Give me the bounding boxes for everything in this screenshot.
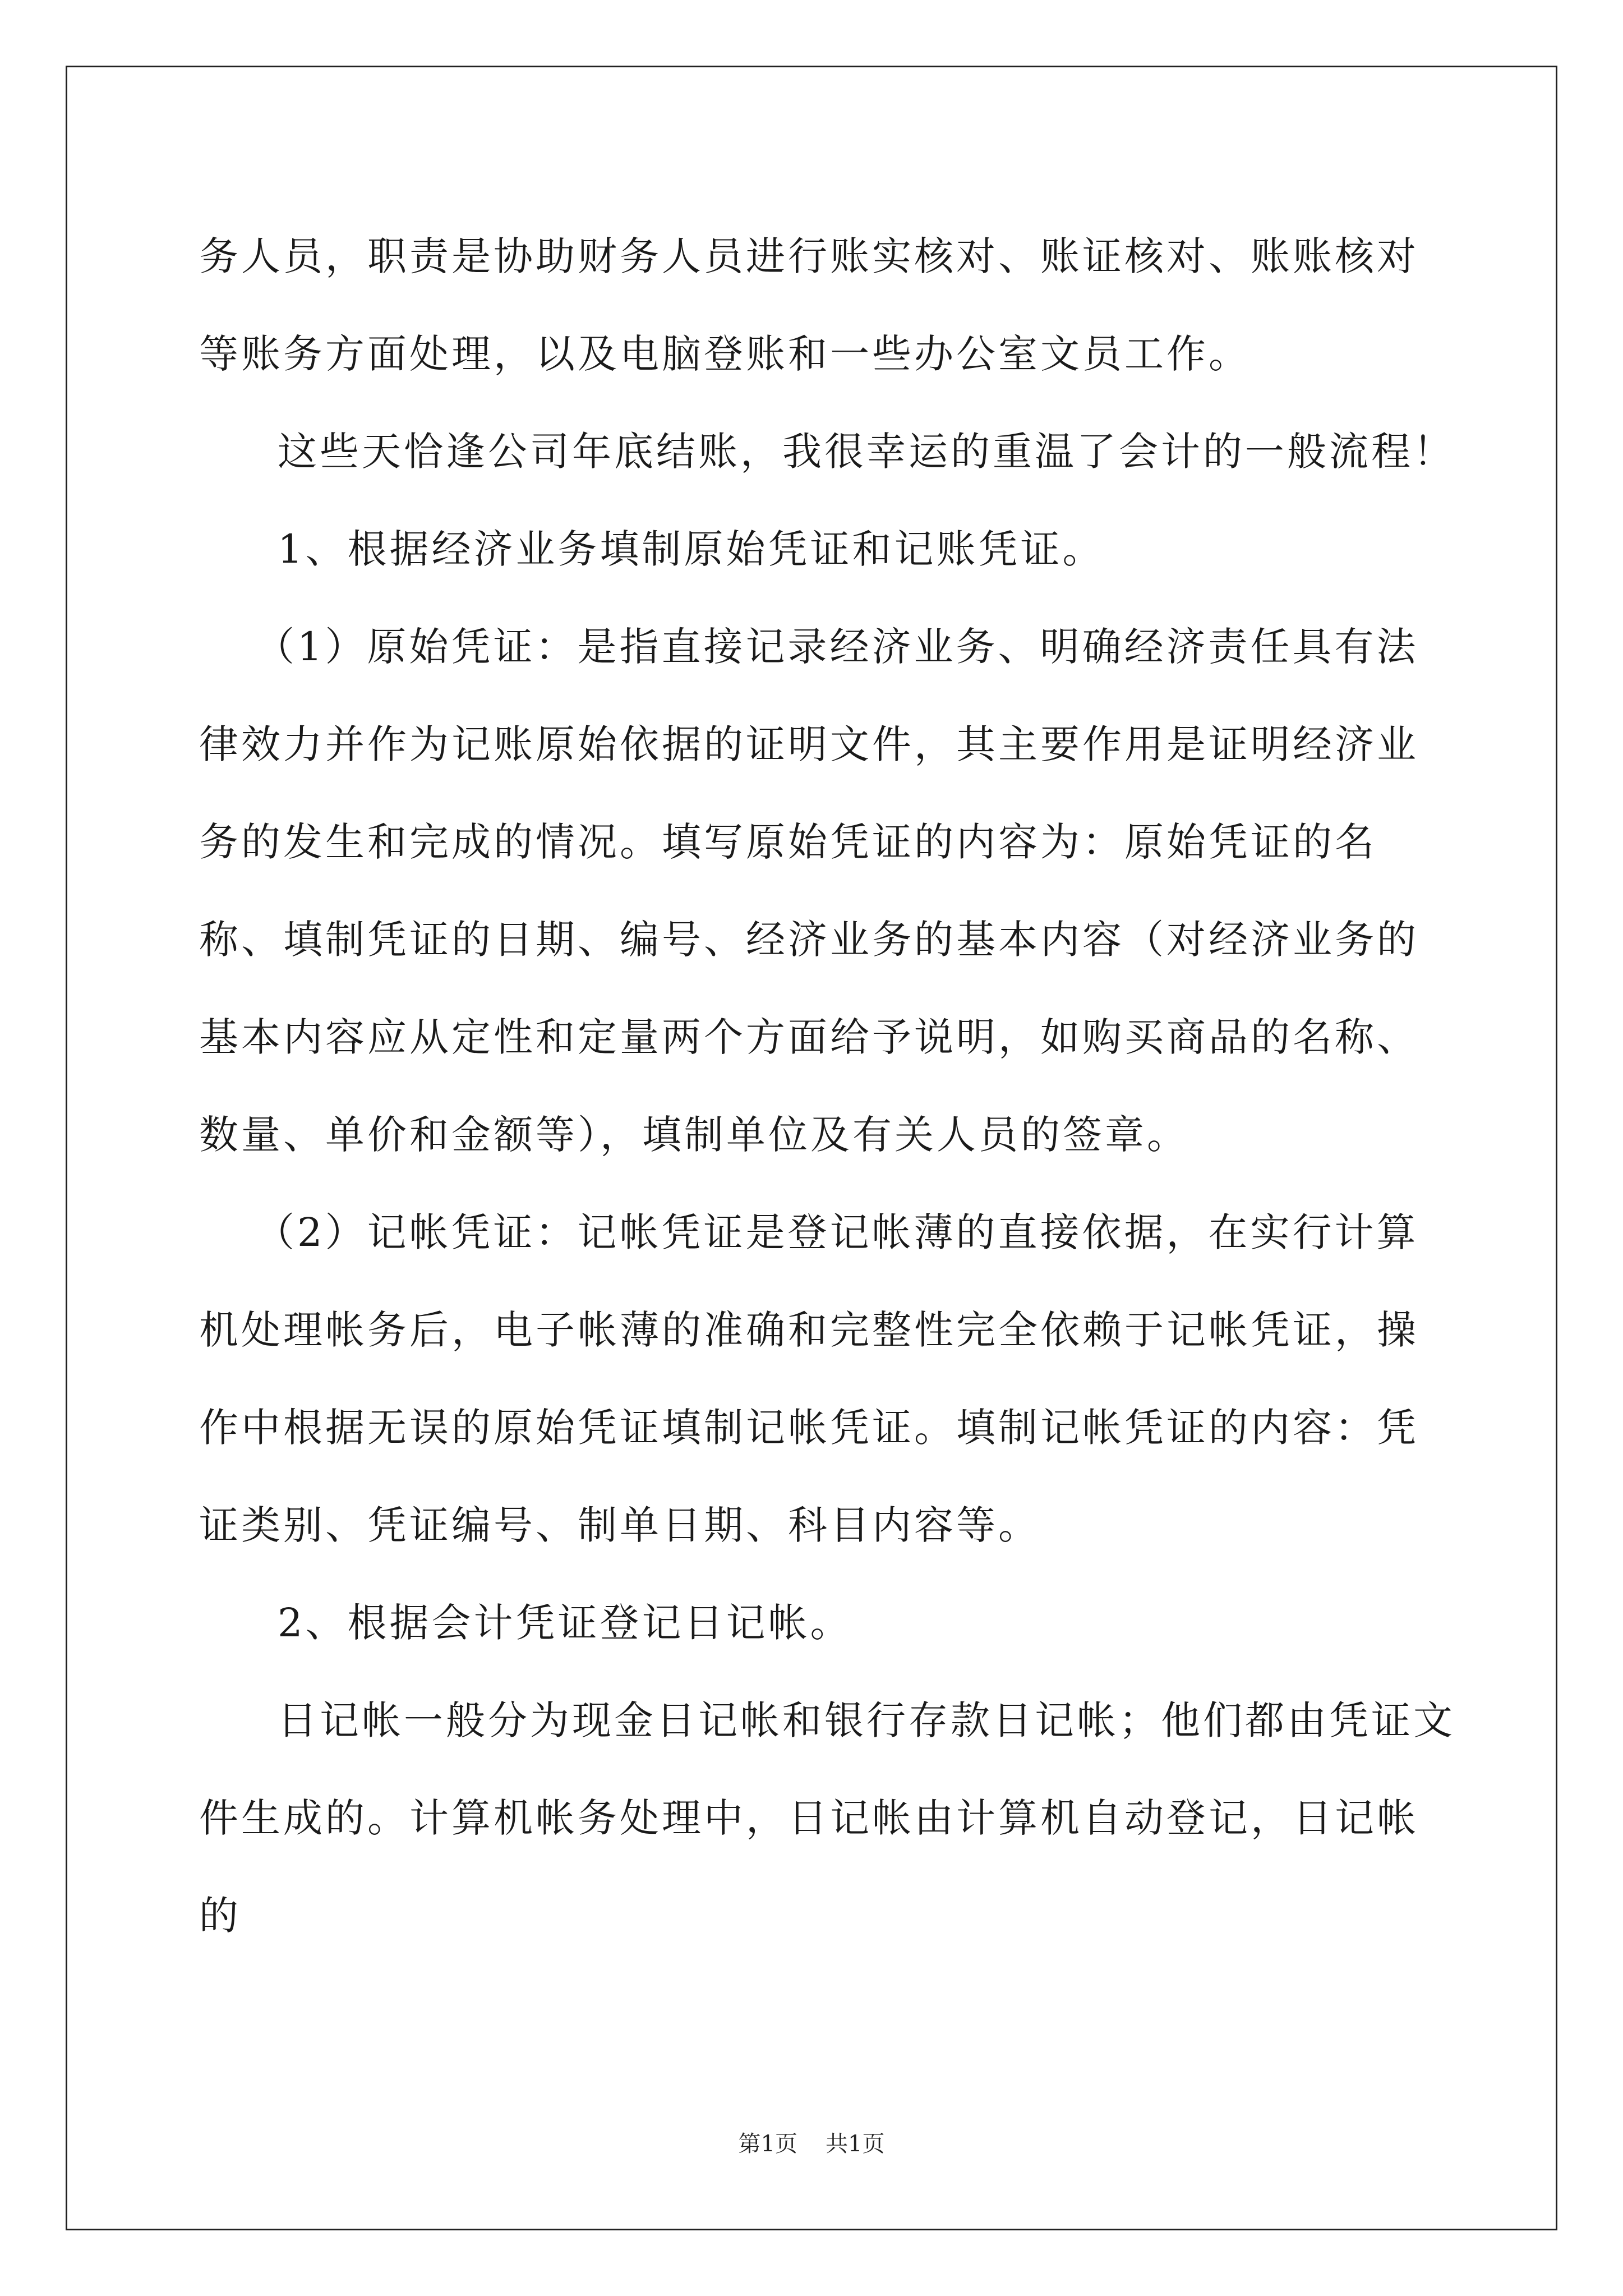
page-number: 第1页 [738,2131,797,2157]
paragraph-intro: 这些天恰逢公司年底结账，我很幸运的重温了会计的一般流程！ [278,429,1455,475]
document-body [199,208,1458,1964]
paragraph-journal: 日记帐一般分为现金日记帐和银行存款日记帐；他们都由凭证文件生成的。计算机帐务处理中，日记帐由计算机自动登记，日记帐的 [199,1697,1455,1939]
paragraph-step-2: 2、根据会计凭证登记日记帐。 [278,1600,852,1646]
paragraph-step-1: 1、根据经济业务填制原始凭证和记账凭证。 [278,526,1105,572]
paragraph-continued: 务人员，职责是协助财务人员进行账实核对、账证核对、账账核对等账务方面处理，以及电脑登账和一些办公室文员工作。 [199,233,1419,377]
page-total: 共1页 [826,2131,885,2157]
page-footer [0,2127,1623,2161]
paragraph-accounting-voucher: （2）记帐凭证：记帐凭证是登记帐薄的直接依据，在实行计算机处理帐务后，电子帐薄的准确和完整性完全依赖于记帐凭证，操作中根据无误的原始凭证填制记帐凭证。填制记帐凭证的内容：凭证类别、凭证编号、制单日期、科目内容等。 [199,1209,1419,1548]
paragraph-original-voucher: （1）原始凭证：是指直接记录经济业务、明确经济责任具有法律效力并作为记账原始依据的证明文件，其主要作用是证明经济业务的发生和完成的情况。填写原始凭证的内容为：原始凭证的名称、填制凭证的日期、编号、经济业务的基本内容（对经济业务的基本内容应从定性和定量两个方面给予说明，如购买商品的名称、数量、单价和金额等），填制单位及有关人员的签章。 [199,624,1419,1158]
